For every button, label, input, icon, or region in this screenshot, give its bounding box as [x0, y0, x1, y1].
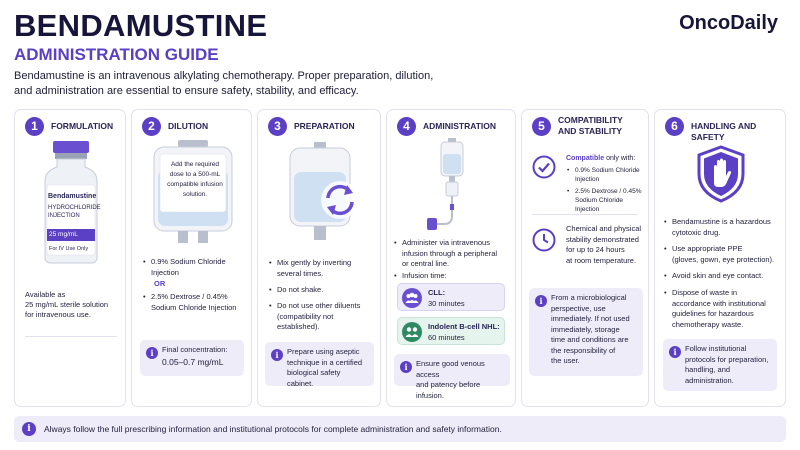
available-line-2: 25 mg/mL sterile solution	[25, 300, 109, 309]
final-concentration-note: i Final concentration: 0.05–0.7 mg/mL	[140, 340, 244, 376]
vial-concentration: 25 mg/mL	[49, 231, 78, 238]
compatible-option-2: • 2.5% Dextrose / 0.45% Sodium Chloride Injection	[566, 187, 648, 214]
or-label: OR	[154, 279, 166, 288]
bag-text-4: solution.	[182, 191, 208, 198]
info-icon: i	[400, 361, 412, 373]
info-icon: i	[146, 347, 158, 359]
card-dilution	[131, 109, 252, 407]
step-badge: 2	[142, 117, 161, 136]
cll-time-box	[397, 283, 505, 311]
divider	[25, 336, 117, 337]
intro-line-1: Bendamustine is an intravenous alkylating chemotherapy. Proper preparation, dilution,	[14, 70, 434, 82]
option-1: • 0.9% Sodium Chloride Injection	[142, 257, 226, 278]
vial-line-1: HYDROCHLORIDE	[48, 205, 101, 211]
prep-bullet-1: • Mix gently by inverting several times.	[268, 258, 351, 279]
available-line-3: for intravenous use.	[25, 310, 91, 319]
card-formulation	[14, 109, 126, 407]
vial-brand: Bendamustine	[48, 193, 97, 200]
card-title: HANDLING AND SAFETY	[691, 121, 757, 142]
microbiological-note: i From a microbiological perspective, use immediately. If not used immediately, storage time and conditions are the responsibility of the user.	[529, 288, 643, 376]
step-badge: 5	[532, 117, 551, 136]
check-circle-icon	[532, 155, 556, 179]
admin-bullet-1: • Administer via intravenous infusion through a peripheral or central line.	[393, 238, 497, 270]
nhl-label: Indolent B-cell NHL:	[428, 322, 500, 331]
step-badge: 6	[665, 117, 684, 136]
cll-time: 30 minutes	[428, 299, 465, 308]
footer-text: Always follow the full prescribing information and institutional protocols for complete administration and safety information.	[44, 424, 502, 434]
safety-bullet-2: • Use appropriate PPE (gloves, gown, eye protection).	[663, 244, 774, 265]
clock-icon	[532, 228, 556, 252]
intro-line-2: and administration are essential to ensure safety, stability, and efficacy.	[14, 85, 359, 97]
compatible-option-1: • 0.9% Sodium Chloride Injection	[566, 166, 640, 184]
step-badge: 1	[25, 117, 44, 136]
bag-text-3: compatible infusion	[167, 181, 223, 188]
nhl-time: 60 minutes	[428, 333, 465, 342]
page-title: BENDAMUSTINE	[14, 8, 268, 43]
footer-banner	[14, 416, 786, 442]
safety-bullet-3: • Avoid skin and eye contact.	[663, 271, 763, 282]
page-subtitle: ADMINISTRATION GUIDE	[14, 45, 219, 64]
card-handling	[654, 109, 786, 407]
admin-bullet-2: • Infusion time:	[393, 271, 447, 282]
aseptic-note: i Prepare using aseptic technique in a certified biological safety cabinet.	[265, 342, 374, 386]
vial-line-2: INJECTION	[48, 213, 80, 219]
card-compatibility	[521, 109, 649, 407]
card-title: COMPATIBILITY AND STABILITY	[558, 115, 623, 136]
step-badge: 4	[397, 117, 416, 136]
bag-text-1: Add the required	[170, 161, 220, 168]
institutional-protocols-note: i Follow institutional protocols for preparation, handling, and administration.	[663, 339, 777, 391]
available-line-1: Available as	[25, 290, 66, 299]
cll-label: CLL:	[428, 288, 446, 297]
option-2: • 2.5% Dextrose / 0.45% Sodium Chloride Injection	[142, 292, 236, 313]
iv-drip-icon	[427, 138, 477, 234]
bag-text-2: dose to a 500-mL	[169, 171, 221, 178]
info-icon: i	[271, 349, 283, 361]
people-icon	[402, 288, 422, 308]
safety-bullet-4: • Dispose of waste in accordance with institutional guidelines for hazardous chemotherapy waste.	[663, 288, 766, 330]
prep-bullet-2: • Do not shake.	[268, 285, 323, 296]
card-preparation	[257, 109, 381, 407]
safety-bullet-1: • Bendamustine is a hazardous cytotoxic drug.	[663, 217, 771, 238]
venous-access-note: i Ensure good venous access and patency before infusion.	[394, 354, 510, 386]
info-icon: i	[22, 422, 36, 436]
card-title: PREPARATION	[294, 121, 355, 131]
compatible-heading: Compatible only with:	[566, 155, 636, 162]
shield-hand-icon	[697, 146, 745, 202]
oncodaily-logo: OncoDaily	[679, 12, 778, 34]
rotate-arrows-icon	[320, 180, 360, 220]
card-title: FORMULATION	[51, 121, 114, 131]
vial-use: For IV Use Only	[49, 246, 89, 252]
stability-text: Chemical and physical stability demonstrated for up to 24 hours at room temperature.	[566, 224, 642, 265]
prep-bullet-3: • Do not use other diluents (compatibility not established).	[268, 301, 360, 333]
info-icon: i	[669, 346, 681, 358]
step-badge: 3	[268, 117, 287, 136]
nhl-time-box	[397, 317, 505, 345]
people-icon	[402, 322, 422, 342]
divider	[532, 214, 638, 215]
card-administration	[386, 109, 516, 407]
info-icon: i	[535, 295, 547, 307]
card-title: DILUTION	[168, 121, 209, 131]
card-title: ADMINISTRATION	[423, 121, 497, 131]
intro-text	[14, 69, 434, 99]
